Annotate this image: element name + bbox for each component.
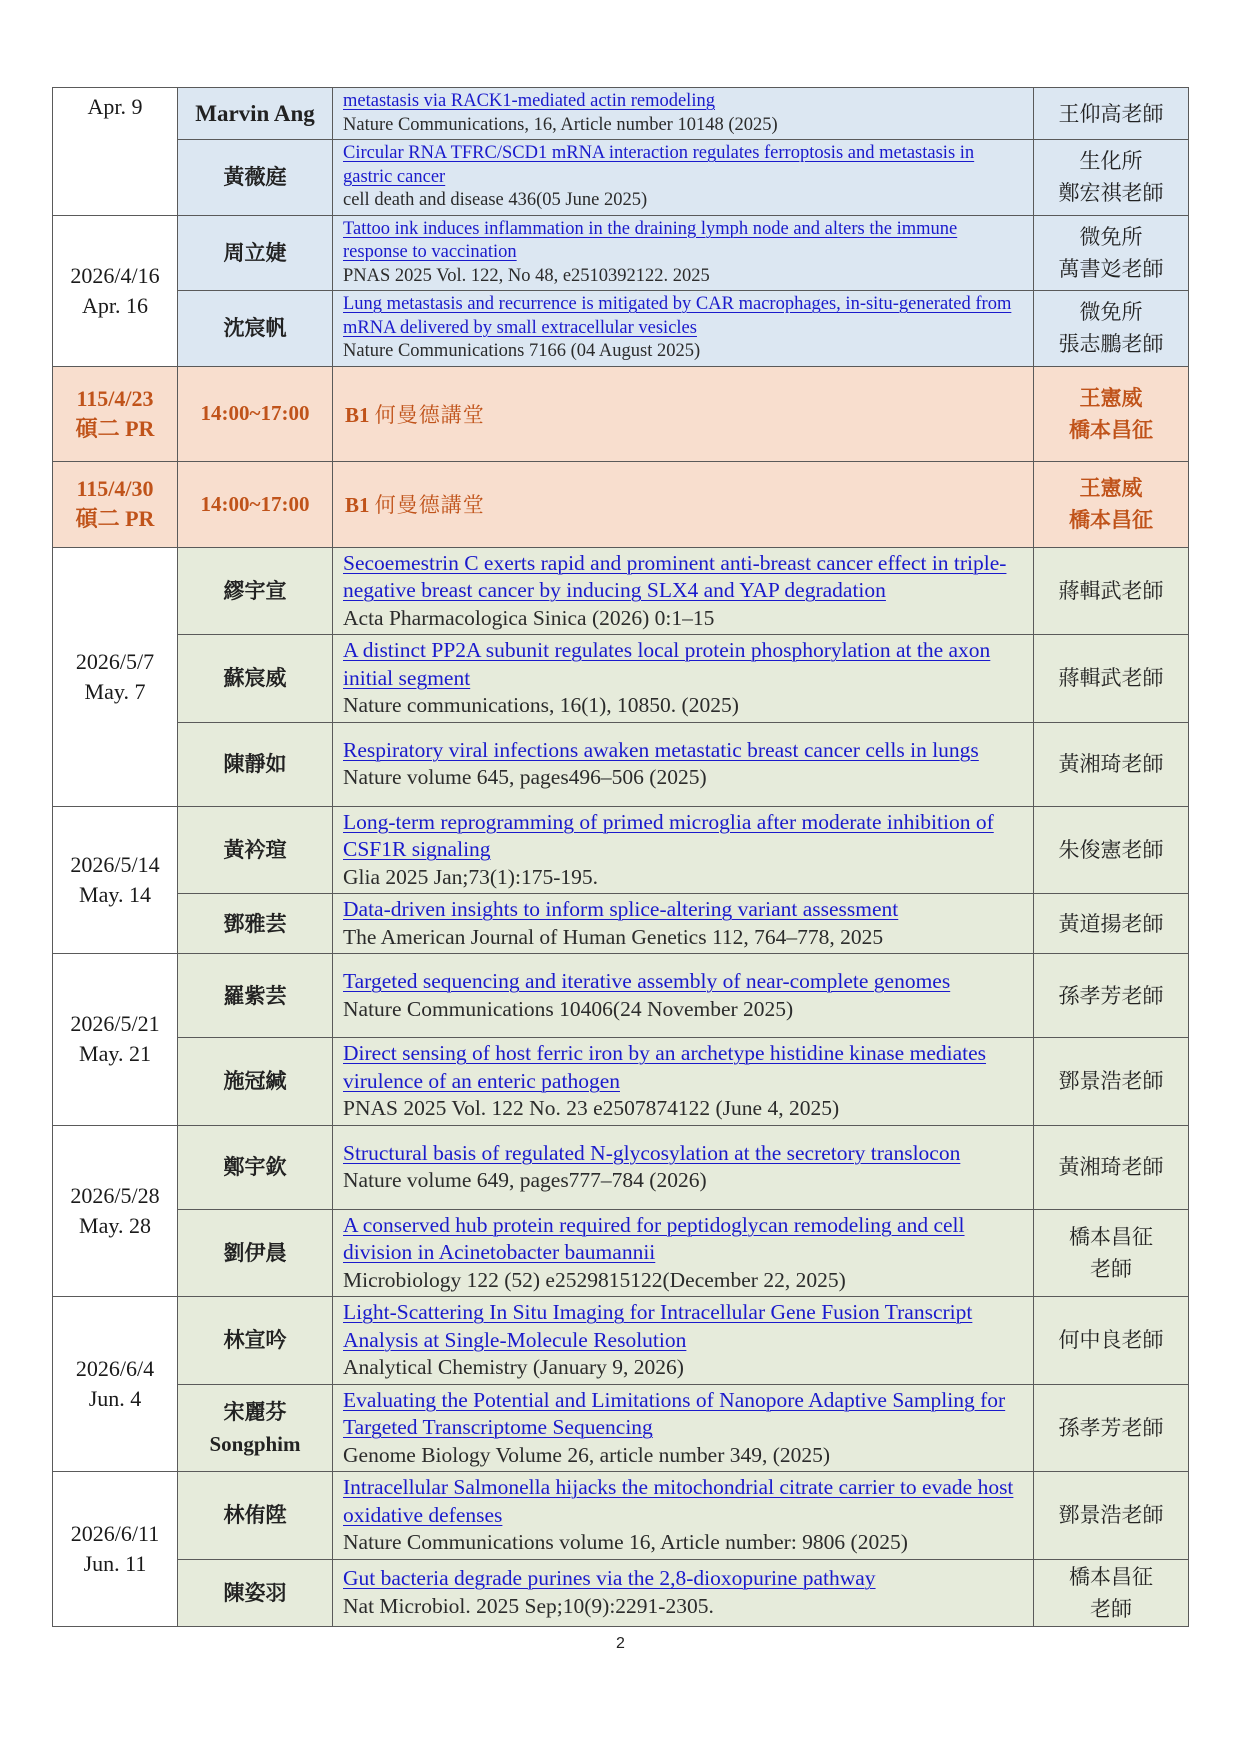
paper-citation: Nature Communications volume 16, Article number: 9806 (2025): [343, 1530, 908, 1554]
advisor-name: 何中良老師: [1058, 1328, 1164, 1353]
advisor-cell: [1034, 635, 1189, 723]
date-label: 2026/6/11: [70, 1520, 160, 1546]
table-row: [53, 806, 1189, 894]
advisor-cell: [1034, 291, 1189, 367]
pr-label: 碩二 PR: [75, 415, 155, 441]
date-label: 2026/5/14: [70, 851, 160, 877]
paper-cell: [333, 215, 1034, 291]
paper-cell: [333, 722, 1034, 806]
table-row: [53, 894, 1189, 954]
paper-cell: [333, 1209, 1034, 1297]
table-row: [53, 88, 1189, 140]
advisor-name: 孫孝芳老師: [1058, 983, 1164, 1008]
date-label-en: Jun. 11: [83, 1550, 147, 1576]
paper-citation: Microbiology 122 (52) e2529815122(December 22, 2025): [343, 1267, 846, 1292]
paper-cell: [333, 291, 1034, 367]
paper-cell: [333, 1559, 1034, 1626]
advisor-institute: 生化所: [1079, 149, 1143, 174]
presenter-cell: [178, 806, 333, 894]
room-name: 何曼德講堂: [374, 402, 485, 427]
presenter-name: 黃薇庭: [223, 164, 287, 190]
advisor-name: 黃道揚老師: [1058, 911, 1164, 936]
advisor-name: 鄭宏祺老師: [1058, 181, 1164, 206]
advisor-name: 鄧景浩老師: [1058, 1503, 1164, 1528]
pr-date: 115/4/23: [76, 385, 154, 411]
paper-title-link[interactable]: Circular RNA TFRC/SCD1 mRNA interaction regulates ferroptosis and metastasis in gastric cancer: [343, 143, 975, 187]
presenter-name: 林宣吟: [223, 1327, 287, 1353]
paper-cell: [333, 954, 1034, 1038]
presenter-cell: [178, 894, 333, 954]
paper-citation: Acta Pharmacologica Sinica (2026) 0:1–15: [343, 605, 715, 630]
seminar-schedule-table: [52, 87, 1189, 1627]
presenter-cell: [178, 547, 333, 635]
presenter-name: 蘇宸威: [223, 665, 287, 691]
advisor-cell: [1034, 215, 1189, 291]
table-row: [53, 1125, 1189, 1209]
advisor-name: 橋本昌征: [1069, 1224, 1153, 1249]
presenter-cell: [178, 88, 333, 140]
presenter-cell: [178, 140, 333, 216]
presenter-name: 林侑陞: [223, 1502, 287, 1528]
paper-title-link[interactable]: Gut bacteria degrade purines via the 2,8-dioxopurine pathway: [343, 1566, 876, 1590]
advisor-cell: [1034, 547, 1189, 635]
date-label: Apr. 9: [87, 94, 143, 119]
presenter-name: 周立婕: [223, 239, 287, 265]
pr-time: 14:00~17:00: [200, 491, 310, 516]
advisor-name: 王仰高老師: [1058, 101, 1164, 126]
paper-citation: Nature Communications 10406(24 November 2025): [343, 996, 794, 1021]
presenter-name: 劉伊晨: [223, 1239, 287, 1265]
paper-title-link[interactable]: Lung metastasis and recurrence is mitigated by CAR macrophages, in-situ-generated from mRNA delivered by small extracellular vesicles: [343, 294, 1012, 338]
paper-title-link[interactable]: Direct sensing of host ferric iron by an archetype histidine kinase mediates virulence of an enteric pathogen: [343, 1041, 987, 1093]
date-cell: [53, 547, 178, 806]
presenter-name: Marvin Ang: [195, 100, 315, 126]
table-row: [53, 366, 1189, 461]
advisor-cell: [1034, 1297, 1189, 1385]
paper-citation: Nature volume 649, pages777–784 (2026): [343, 1168, 707, 1192]
paper-title-link[interactable]: Evaluating the Potential and Limitations of Nanopore Adaptive Sampling for Targeted Transcriptome Sequencing: [343, 1387, 1006, 1439]
date-cell: [53, 1472, 178, 1627]
paper-title-link[interactable]: Structural basis of regulated N-glycosylation at the secretory translocon: [343, 1140, 961, 1165]
presenter-name: 黃衿瑄: [223, 836, 287, 862]
table-row: [53, 547, 1189, 635]
advisor-name: 萬書彣老師: [1058, 256, 1164, 281]
paper-citation: Analytical Chemistry (January 9, 2026): [343, 1355, 684, 1379]
paper-citation: PNAS 2025 Vol. 122, No 48, e2510392122. 2025: [343, 265, 710, 286]
table-row: [53, 1209, 1189, 1297]
advisor-cell: [1034, 1559, 1189, 1626]
advisor-name: 朱俊憲老師: [1058, 837, 1164, 862]
advisor-cell: [1034, 1209, 1189, 1297]
advisor-cell: [1034, 894, 1189, 954]
advisor-institute: 微免所: [1079, 224, 1143, 249]
presenter-name: 陳姿羽: [223, 1579, 287, 1605]
paper-title-link[interactable]: metastasis via RACK1-mediated actin remodeling: [343, 91, 715, 111]
paper-cell: [333, 1038, 1034, 1126]
table-row: [53, 140, 1189, 216]
date-label: 2026/5/21: [70, 1011, 160, 1037]
advisor-name: 張志鵬老師: [1058, 332, 1164, 357]
table-row: [53, 1559, 1189, 1626]
paper-title-link[interactable]: Tattoo ink induces inflammation in the draining lymph node and alters the immune response to vaccination: [343, 218, 958, 262]
presenter-name: 鄭宇欽: [223, 1154, 287, 1179]
pr-date-cell: [53, 366, 178, 461]
advisor-name: 橋本昌征: [1069, 1564, 1153, 1589]
advisor-cell: [1034, 1125, 1189, 1209]
advisor-cell: [1034, 88, 1189, 140]
paper-cell: [333, 1472, 1034, 1560]
advisor-name: 王憲威: [1079, 475, 1143, 500]
presenter-cell: [178, 1038, 333, 1126]
presenter-cell: [178, 215, 333, 291]
advisor-name: 王憲威: [1079, 384, 1143, 410]
date-cell: [53, 1125, 178, 1297]
advisor-title: 老師: [1090, 1596, 1132, 1621]
paper-cell: [333, 894, 1034, 954]
pr-date-cell: [53, 461, 178, 547]
pr-time-cell: [178, 461, 333, 547]
paper-cell: [333, 1384, 1034, 1472]
advisor-cell: [1034, 954, 1189, 1038]
paper-citation: Nature volume 645, pages496–506 (2025): [343, 765, 707, 789]
table-row: [53, 1384, 1189, 1472]
date-label-en: May. 21: [79, 1041, 151, 1067]
presenter-name: 繆宇宣: [223, 577, 287, 603]
advisor-title: 老師: [1090, 1256, 1132, 1281]
paper-citation: Nature Communications 7166 (04 August 2025): [343, 341, 701, 361]
table-row: [53, 635, 1189, 723]
room-name: 何曼德講堂: [374, 493, 485, 517]
date-cell: [53, 1297, 178, 1472]
paper-citation: Nature Communications, 16, Article number 10148 (2025): [343, 114, 778, 135]
presenter-cell: [178, 1472, 333, 1560]
advisor-cell: [1034, 1384, 1189, 1472]
pr-advisor-cell: [1034, 366, 1189, 461]
paper-citation: PNAS 2025 Vol. 122 No. 23 e2507874122 (June 4, 2025): [343, 1096, 840, 1120]
date-cell: [53, 806, 178, 954]
paper-title-link[interactable]: Respiratory viral infections awaken metastatic breast cancer cells in lungs: [343, 737, 979, 762]
presenter-cell: [178, 722, 333, 806]
page-number: 2: [616, 1635, 625, 1652]
pr-advisor-cell: [1034, 461, 1189, 547]
presenter-cell: [178, 1559, 333, 1626]
paper-cell: [333, 635, 1034, 723]
presenter-cell: [178, 1209, 333, 1297]
paper-citation: Nature communications, 16(1), 10850. (2025): [343, 693, 739, 717]
table-row: [53, 722, 1189, 806]
pr-date: 115/4/30: [76, 476, 154, 501]
advisor-cell: [1034, 140, 1189, 216]
paper-title-link[interactable]: A conserved hub protein required for peptidoglycan remodeling and cell division in Acinetobacter baumannii: [343, 1212, 965, 1264]
advisor-cell: [1034, 1472, 1189, 1560]
table-row: [53, 1038, 1189, 1126]
date-cell: [53, 954, 178, 1126]
paper-cell: [333, 806, 1034, 894]
date-label: 2026/5/28: [70, 1182, 160, 1208]
paper-cell: [333, 1125, 1034, 1209]
advisor-name: 橋本昌征: [1069, 416, 1153, 442]
paper-citation: Genome Biology Volume 26, article number 349, (2025): [343, 1442, 831, 1467]
presenter-name: 施冠緘: [223, 1068, 287, 1094]
date-label: 2026/4/16: [70, 262, 160, 288]
table-row: [53, 291, 1189, 367]
pr-label: 碩二 PR: [75, 506, 155, 531]
presenter-name-en: Songphim: [209, 1431, 301, 1456]
table-row: [53, 1472, 1189, 1560]
paper-cell: [333, 1297, 1034, 1385]
paper-title-link[interactable]: Long-term reprogramming of primed microglia after moderate inhibition of CSF1R signaling: [343, 809, 994, 861]
presenter-cell: [178, 954, 333, 1038]
date-label: 2026/6/4: [75, 1356, 155, 1381]
advisor-cell: [1034, 806, 1189, 894]
paper-title-link[interactable]: Light-Scattering In Situ Imaging for Intracellular Gene Fusion Transcript Analysis at Single-Molecule Resolution: [343, 1300, 973, 1352]
date-label-en: May. 14: [79, 881, 151, 907]
paper-title-link[interactable]: Targeted sequencing and iterative assembly of near-complete genomes: [343, 969, 951, 993]
paper-title-link[interactable]: Intracellular Salmonella hijacks the mitochondrial citrate carrier to evade host oxidative defenses: [343, 1475, 1014, 1527]
table-row: [53, 1297, 1189, 1385]
pr-time-cell: [178, 366, 333, 461]
date-label-en: Apr. 16: [82, 292, 148, 318]
advisor-institute: 微免所: [1079, 300, 1143, 325]
room-code: B1: [345, 493, 370, 517]
advisor-name: 孫孝芳老師: [1058, 1415, 1164, 1440]
date-label-en: May. 28: [79, 1212, 151, 1238]
table-row: [53, 461, 1189, 547]
presenter-cell: [178, 1384, 333, 1472]
paper-citation: The American Journal of Human Genetics 112, 764–778, 2025: [343, 924, 884, 949]
paper-cell: [333, 88, 1034, 140]
paper-cell: [333, 140, 1034, 216]
presenter-name: 陳靜如: [223, 751, 287, 776]
pr-room-cell: [333, 461, 1034, 547]
advisor-name: 黃湘琦老師: [1058, 1155, 1164, 1179]
advisor-cell: [1034, 1038, 1189, 1126]
advisor-cell: [1034, 722, 1189, 806]
advisor-name: 鄧景浩老師: [1058, 1069, 1164, 1094]
advisor-name: 橋本昌征: [1069, 507, 1153, 532]
presenter-cell: [178, 291, 333, 367]
presenter-name: 宋麗芬: [223, 1398, 287, 1424]
date-cell: [53, 215, 178, 366]
paper-title-link[interactable]: A distinct PP2A subunit regulates local protein phosphorylation at the axon initial segment: [343, 638, 991, 690]
date-cell: [53, 88, 178, 216]
pr-time: 14:00~17:00: [200, 401, 310, 425]
room-code: B1: [345, 402, 370, 427]
paper-citation: Nat Microbiol. 2025 Sep;10(9):2291-2305.: [343, 1593, 714, 1618]
presenter-name: 鄧雅芸: [223, 910, 287, 936]
advisor-name: 黃湘琦老師: [1058, 752, 1164, 776]
paper-title-link[interactable]: Data-driven insights to inform splice-altering variant assessment: [343, 897, 899, 921]
advisor-name: 蔣輯武老師: [1058, 578, 1164, 603]
paper-cell: [333, 547, 1034, 635]
presenter-cell: [178, 1297, 333, 1385]
presenter-name: 羅紫芸: [223, 982, 287, 1008]
advisor-name: 蔣輯武老師: [1058, 666, 1164, 691]
date-label: 2026/5/7: [75, 648, 155, 674]
paper-citation: Glia 2025 Jan;73(1):175-195.: [343, 864, 598, 889]
presenter-cell: [178, 1125, 333, 1209]
date-label-en: Jun. 4: [88, 1386, 142, 1411]
paper-title-link[interactable]: Secoemestrin C exerts rapid and prominent anti-breast cancer effect in triple-negative breast cancer by inducing SLX4 and YAP degradation: [343, 550, 1007, 602]
date-label-en: May. 7: [84, 678, 146, 704]
table-row: [53, 954, 1189, 1038]
table-row: [53, 215, 1189, 291]
presenter-cell: [178, 635, 333, 723]
presenter-name: 沈宸帆: [223, 315, 287, 341]
paper-citation: cell death and disease 436(05 June 2025): [343, 190, 648, 210]
pr-room-cell: [333, 366, 1034, 461]
